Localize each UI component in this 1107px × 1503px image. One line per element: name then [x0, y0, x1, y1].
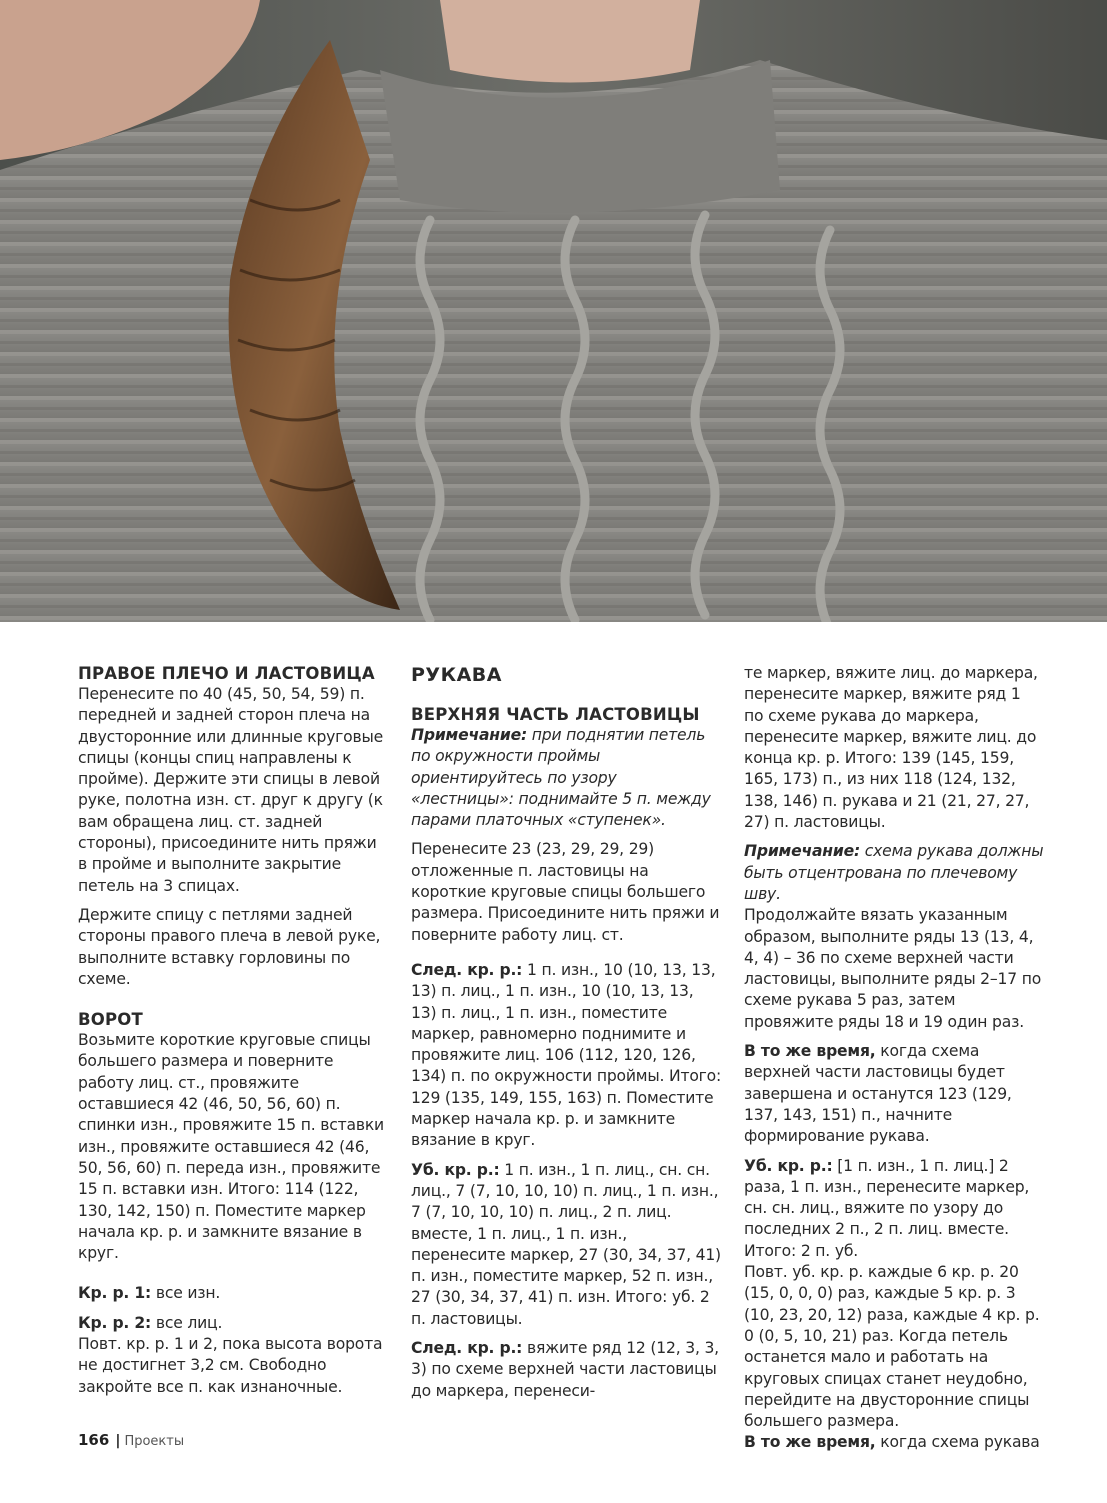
text-column-1: [78, 663, 390, 1406]
heading-right-shoulder: ПРАВОЕ ПЛЕЧО И ЛАСТОВИЦА: [78, 664, 375, 683]
text-column-3: [744, 663, 1044, 1462]
page-footer: [78, 1431, 184, 1449]
divider: |: [115, 1433, 121, 1449]
sweater-photo: [0, 0, 1107, 622]
heading-gusset-top: ВЕРХНЯЯ ЧАСТЬ ЛАСТОВИЦЫ: [411, 705, 700, 724]
heading-collar: ВОРОТ: [78, 1010, 143, 1030]
paragraph: Держите спицу с петлями задней стороны правого плеча в левой руке, выполните вставку горловины по схеме.: [78, 905, 381, 988]
paragraph: Перенесите 23 (23, 29, 29, 29) отложенные п. ластовицы на короткие круговые спицы большего размера. Присоедините нить пряжи и поверните работу лиц. ст.: [411, 840, 720, 944]
next-round-1: След. кр. р.: 1 п. изн., 10 (10, 13, 13, 13) п. лиц., 1 п. изн., 10 (10, 13, 13, 13) п. лиц., 1 п. изн., поместите маркер, равномерно поднимите и провяжите лиц. 106 (112, 120, 126, 134) п. по окружности проймы. Итого: 129 (135, 149, 155, 163) п. Поместите маркер начала кр. р. и замкните вязание в круг.: [411, 960, 722, 1150]
decrease-round: Уб. кр. р.: [1 п. изн., 1 п. лиц.] 2 раза, 1 п. изн., перенесите маркер, сн. сн. лиц., вяжите по узору до последних 2 п., 2 п. лиц. вместе. Итого: 2 п. уб.: [744, 1156, 1030, 1260]
text-column-2: [411, 663, 723, 1410]
round-1: Кр. р. 1: все изн.: [78, 1284, 221, 1303]
section-name: Проекты: [124, 1434, 185, 1449]
paragraph: Перенесите по 40 (45, 50, 54, 59) п. передней и задней сторон плеча на двусторонние или длинные круговые спицы (концы спиц направлены к пройме). Держите эти спицы в левой руке, полотна изн. ст. друг к другу (к вам обращена лиц. ст. задней стороны), присоедините нить пряжи в пройме и выполните закрытие петель на 3 спицах.: [78, 685, 384, 895]
heading-sleeves: РУКАВА: [411, 664, 502, 686]
paragraph: Повт. кр. р. 1 и 2, пока высота ворота не достигнет 3,2 см. Свободно закройте все п. как изнаночные.: [78, 1335, 383, 1396]
note: Примечание: при поднятии петель по окружности проймы ориентируйтесь по узору «лестницы»: поднимайте 5 п. между парами платочных «ступенек».: [411, 726, 711, 830]
paragraph: Повт. уб. кр. р. каждые 6 кр. р. 20 (15, 0, 0, 0) раз, каждые 5 кр. р. 3 (10, 23, 20, 12) раза, каждые 4 кр. р. 0 (0, 5, 10, 21) раз. Когда петель останется мало и работать на круговых спицах станет неудобно, перейдите на двусторонние спицы большего размера.: [744, 1263, 1040, 1431]
decrease-round: Уб. кр. р.: 1 п. изн., 1 п. лиц., сн. сн. лиц., 7 (7, 10, 10, 10) п. лиц., 1 п. изн., 7 (7, 10, 10, 10) п. лиц., 2 п. лиц. вместе, 1 п. лиц., 1 п. изн., перенесите маркер, 27 (30, 34, 37, 41) п. изн., поместите маркер, 52 п. изн., 27 (30, 34, 37, 41) п. изн. Итого: уб. 2 п. ластовицы.: [411, 1160, 721, 1328]
paragraph: Возьмите короткие круговые спицы большего размера и поверните работу лиц. ст., провяжите оставшиеся 42 (46, 50, 56, 60) п. спинки изн., провяжите 15 п. вставки изн., провяжите оставшиеся 42 (46, 50, 56, 60) п. переда изн., провяжите 15 п. вставки изн. Итого: 114 (122, 130, 142, 150) п. Поместите маркер начала кр. р. и замкните вязание в круг.: [78, 1031, 384, 1263]
same-time-1: В то же время, когда схема верхней части ластовицы будет завершена и останутся 123 (129, 137, 143, 151) п., начните формирование рукава.: [744, 1042, 1012, 1146]
note: Примечание: схема рукава должны быть отцентрована по плечевому шву.: [744, 842, 1044, 903]
page-number: 166: [78, 1431, 110, 1449]
same-time-2: В то же время, когда схема рукава: [744, 1433, 1040, 1452]
round-2: Кр. р. 2: все лиц.: [78, 1313, 223, 1332]
next-round-2: След. кр. р.: вяжите ряд 12 (12, 3, 3, 3) по схеме верхней части ластовицы до маркера, перенеси-: [411, 1339, 719, 1400]
paragraph: те маркер, вяжите лиц. до маркера, перенесите маркер, вяжите ряд 1 по схеме рукава до маркера, перенесите маркер, вяжите лиц. до конца кр. р. Итого: 139 (145, 159, 165, 173) п., из них 118 (124, 132, 138, 146) п. рукава и 21 (21, 27, 27, 27) п. ластовицы.: [744, 664, 1038, 832]
paragraph: Продолжайте вязать указанным образом, выполните ряды 13 (13, 4, 4, 4) – 36 по схеме верхней части ластовицы, выполните ряды 2–17 по схеме рукава 5 раз, затем провяжите ряды 18 и 19 один раз.: [744, 906, 1042, 1031]
